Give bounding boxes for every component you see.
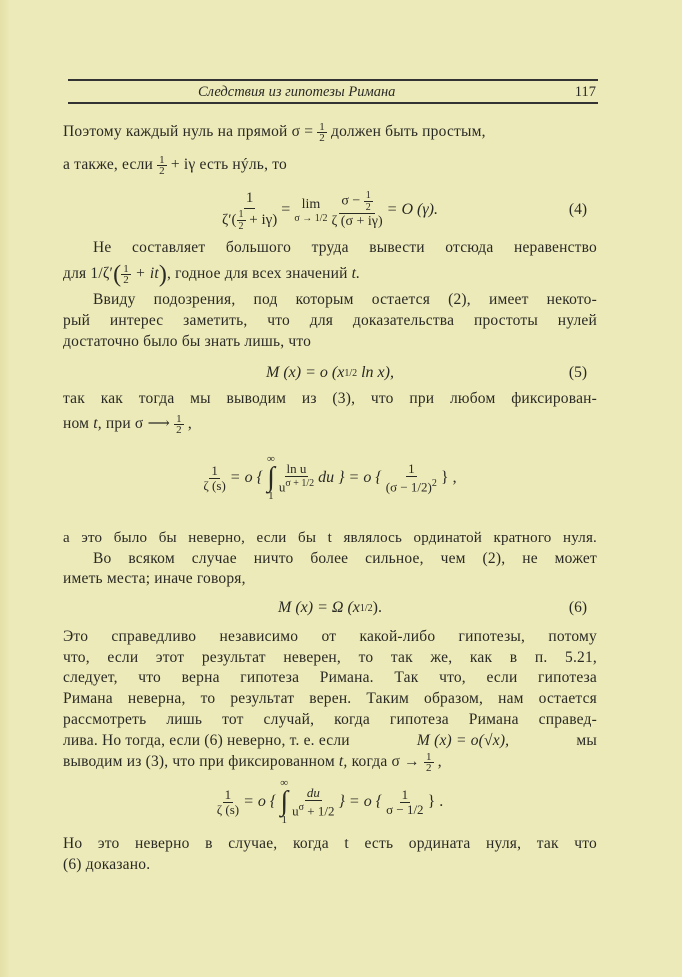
text-line: Это справедливо независимо от какой-либо гипотезы, потому — [63, 628, 597, 645]
header-title: Следствия из гипотезы Римана — [198, 84, 396, 100]
text-line: следует, что верна гипотеза Римана. Так что, если гипотеза — [63, 669, 597, 686]
text-line: Поэтому каждый нуль на прямой σ = $\frac{1}{2}$ должен быть простым, — [63, 121, 486, 144]
text-line: Но это неверно в случае, когда t есть ордината нуля, так что — [63, 835, 597, 852]
text-line: Ввиду подозрения, под которым остается (2), имеет некото- — [93, 291, 597, 308]
equation-integral-1: $\frac{1}{\zeta (s)}$ = o { ∞ ∫ 1 ln u $u^{\sigma + 1/2}$ du } = o { 1 $(\sigma - 1/2)^2$ } , — [203, 453, 457, 502]
equation-integral-2: $\frac{1}{\zeta (s)}$ = o { ∞ ∫ 1 du $u^\sigma + 1/2$ } = o { 1 σ − 1/2 } . — [216, 777, 444, 826]
text-line: Римана неверна, то результат верен. Таким образом, нам остается — [63, 690, 597, 707]
text-line: выводим из (3), что при фиксированном t, когда σ → $\frac{1}{2}$ , — [63, 751, 442, 774]
equation-4: 1 ζ′( $\frac{1}{2}$ + iγ) = lim σ → 1/2 σ − $\frac{1}{2}$ ζ (σ + iγ) = O (γ). (4) — [222, 190, 587, 232]
text-line: Во всяком случае ничто более сильное, чем (2), не может — [93, 550, 597, 567]
text-line: а также, если $\frac{1}{2}$ + iγ есть нýль, то — [63, 154, 287, 177]
text-line: Не составляет большого труда вывести отсюда неравенство — [93, 239, 597, 256]
text-line: достаточно было бы знать лишь, что — [63, 333, 312, 350]
text-line: лива. Но тогда, если (6) неверно, т. е. если M (x) = o(√x), мы — [63, 732, 597, 749]
text-line: что, если этот результат неверен, то так же, как в п. 5.21, — [63, 649, 597, 666]
equation-5: M (x) = o (x 1/2 ln x), (5) — [266, 364, 587, 381]
text-line: рый интерес заметить, что для доказательства простоты нулей — [63, 312, 597, 329]
page-number: 117 — [574, 84, 596, 100]
text-line: рассмотреть лишь тот случай, когда гипотеза Римана справед- — [63, 711, 597, 728]
text-line: для 1/ζ′( $\frac{1}{2}$ + it), годное для всех значений t. — [63, 261, 361, 288]
text-line: ном t, при σ ⟶ $\frac{1}{2}$ , — [63, 413, 192, 436]
header-rule-top — [68, 79, 598, 81]
text-line: так как тогда мы выводим из (3), что при любом фиксирован- — [63, 390, 597, 407]
text-line: а это было бы неверно, если бы t являлось ординатой кратного нуля. — [63, 530, 597, 546]
text-line: иметь места; иначе говоря, — [63, 570, 246, 587]
equation-6: M (x) = Ω (x 1/2 ). (6) — [278, 599, 587, 616]
header-rule-bottom — [68, 102, 598, 104]
text-line: (6) доказано. — [63, 856, 151, 873]
